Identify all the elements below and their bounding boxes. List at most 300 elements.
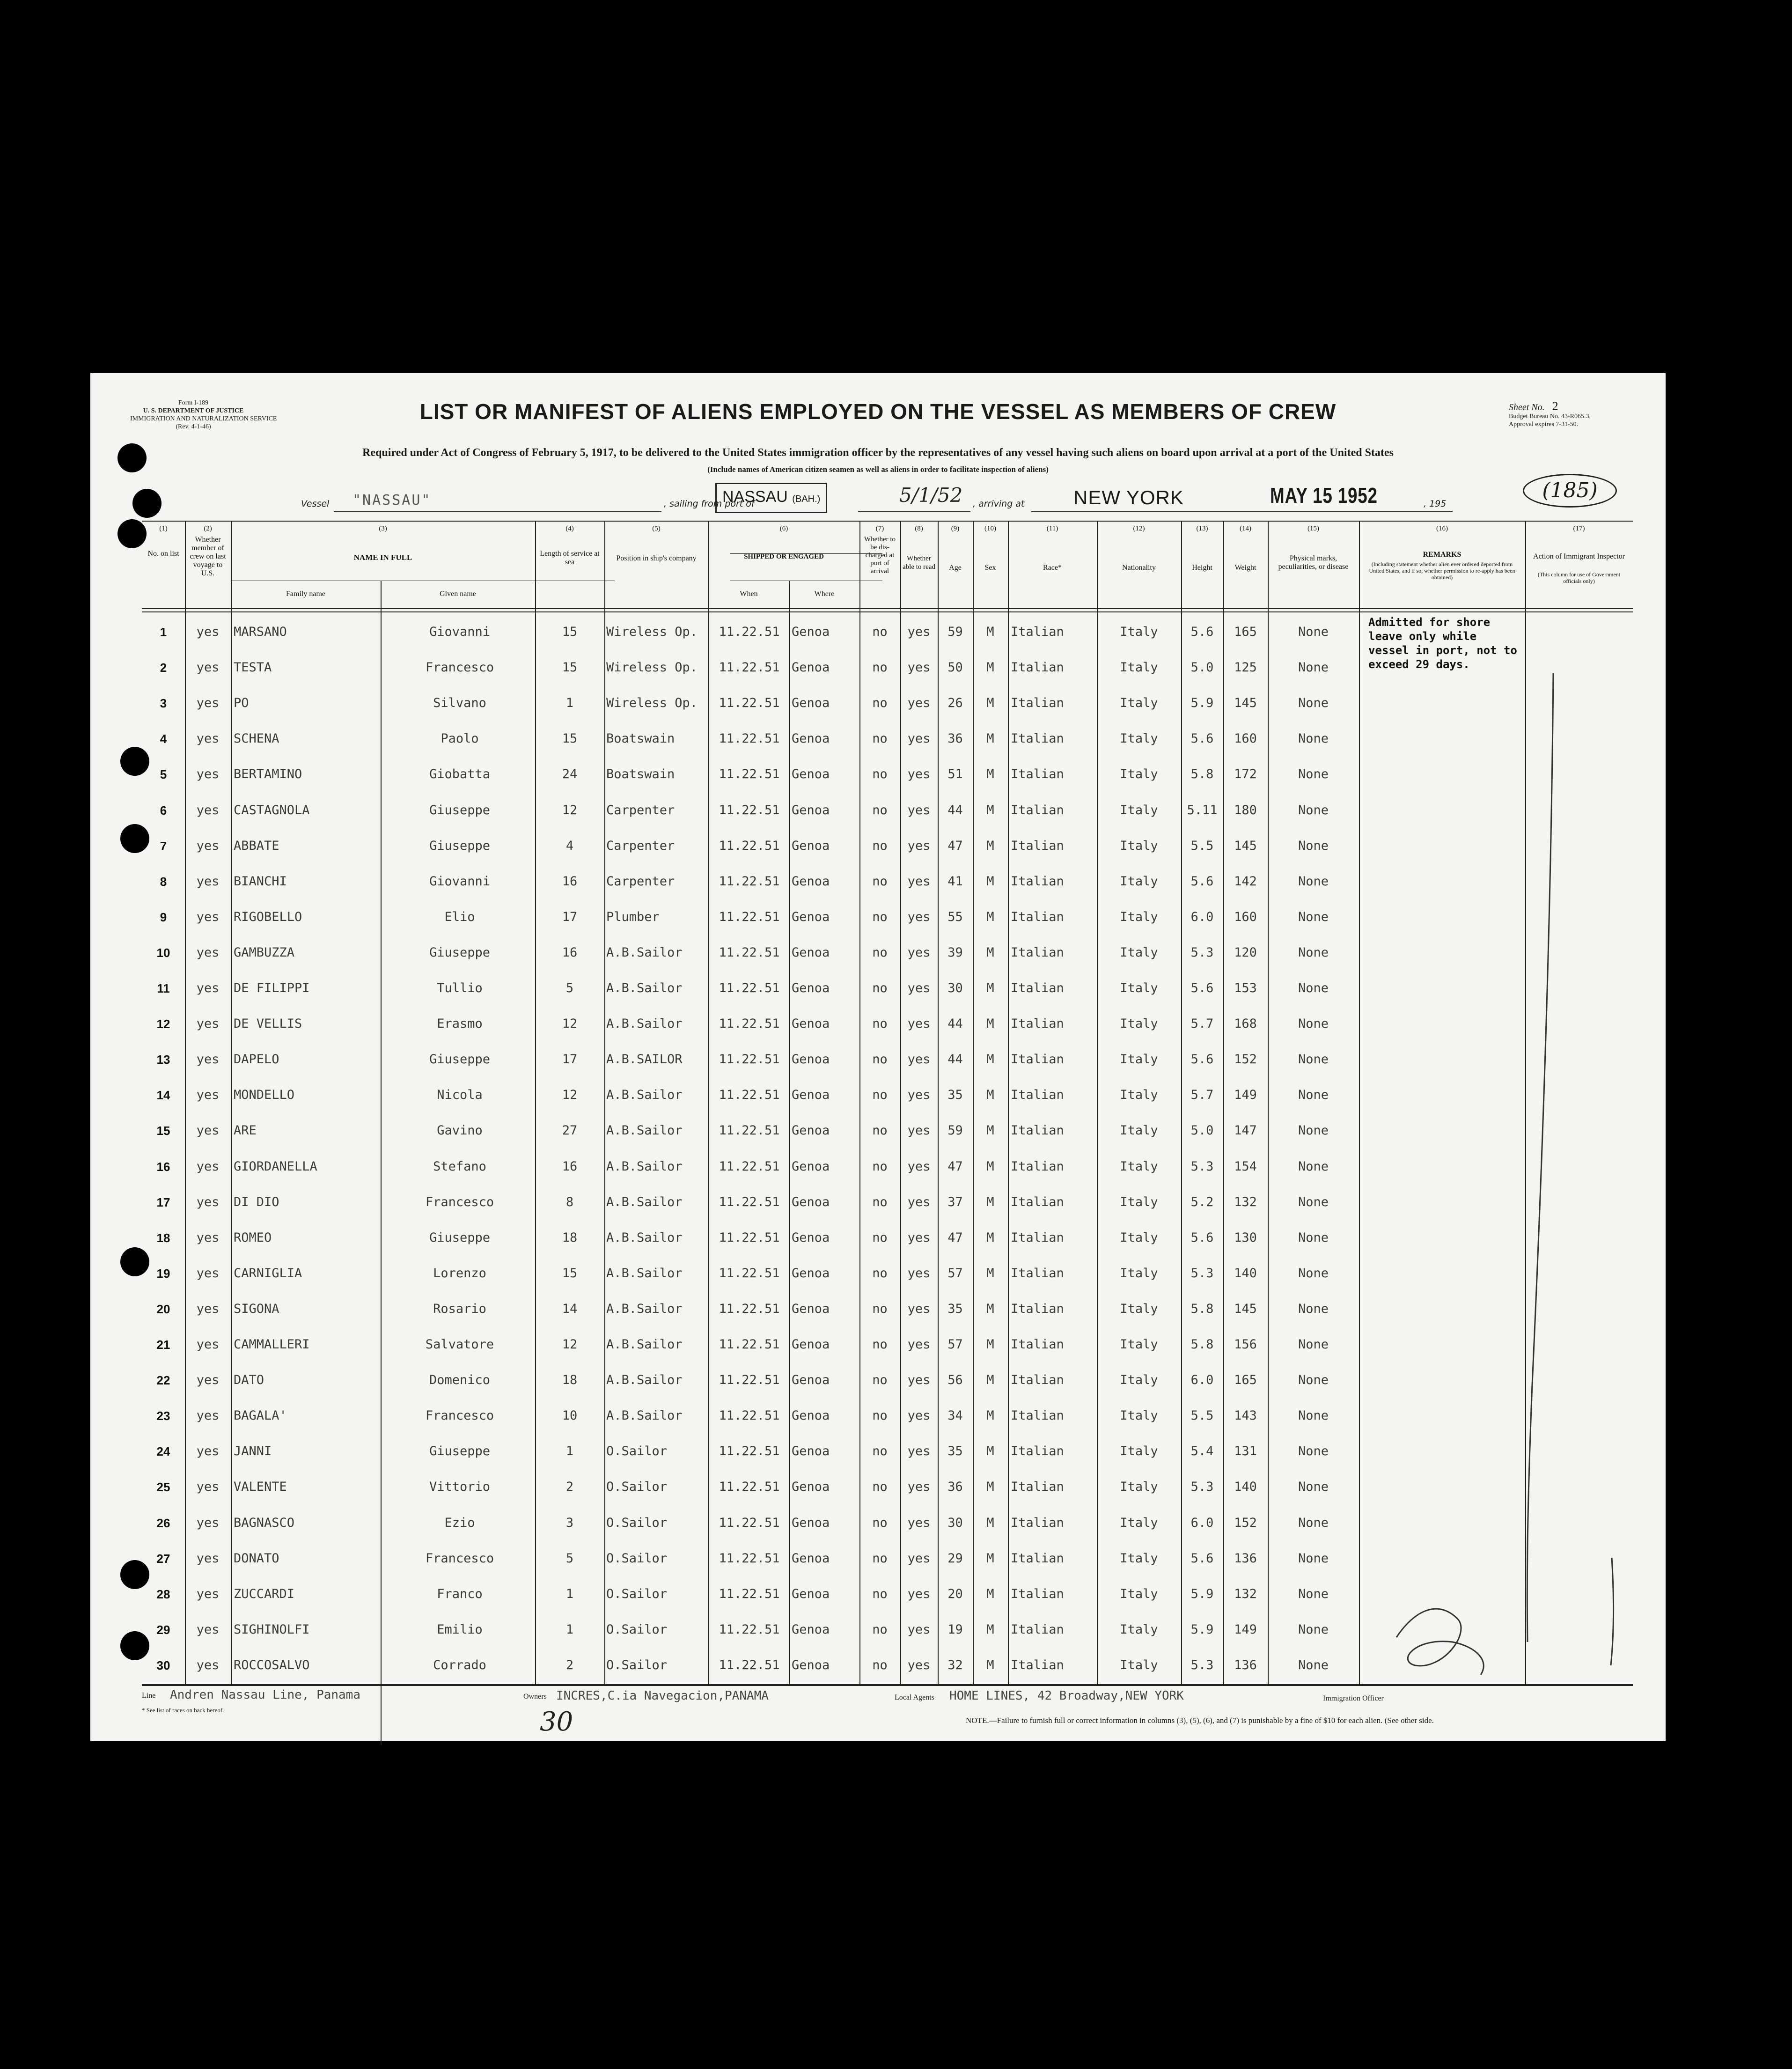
cell-family: DE FILIPPI <box>234 981 310 995</box>
cell-family: DONATO <box>234 1551 279 1566</box>
port-from-stamp: NASSAU (BAH.) <box>715 483 827 513</box>
cell-position: Wireless Op. <box>606 660 698 675</box>
table-row <box>142 1220 1633 1256</box>
cell-length: 5 <box>566 1551 574 1566</box>
cell-race: Italian <box>1011 1551 1064 1566</box>
cell-member: yes <box>196 1657 220 1672</box>
cell-read: yes <box>907 1515 931 1530</box>
cell-sex: M <box>986 767 994 782</box>
cell-race: Italian <box>1011 1088 1064 1103</box>
col-num: (1) <box>159 525 168 532</box>
cell-weight: 136 <box>1234 1551 1257 1566</box>
cell-height: 5.5 <box>1190 1408 1214 1423</box>
handwritten-date: 5/1/52 <box>899 484 963 507</box>
cell-sex: M <box>986 1551 994 1566</box>
cell-discharged: no <box>872 945 888 960</box>
header-sex: Sex <box>984 564 996 572</box>
cell-when: 11.22.51 <box>719 660 780 675</box>
cell-age: 47 <box>947 838 963 853</box>
header-when: When <box>740 590 758 598</box>
cell-discharged: no <box>872 874 888 889</box>
cell-height: 5.0 <box>1190 1123 1214 1138</box>
cell-no: 24 <box>156 1444 170 1459</box>
cell-nationality: Italy <box>1120 1159 1158 1174</box>
cell-when: 11.22.51 <box>719 1266 780 1281</box>
cell-position: A.B.Sailor <box>606 981 683 995</box>
cell-length: 8 <box>566 1194 574 1209</box>
table-row <box>142 1113 1633 1149</box>
cell-length: 24 <box>562 767 578 782</box>
cell-family: DAPELO <box>234 1052 279 1067</box>
manifest-sheet <box>90 373 1666 1741</box>
col-num: (12) <box>1133 525 1145 532</box>
cell-race: Italian <box>1011 945 1064 960</box>
cell-race: Italian <box>1011 1373 1064 1388</box>
table-row <box>142 1149 1633 1185</box>
cell-family: ROMEO <box>234 1230 272 1245</box>
voyage-line <box>90 481 1666 523</box>
cell-member: yes <box>196 1480 220 1495</box>
cell-weight: 168 <box>1234 1016 1257 1031</box>
cell-sex: M <box>986 945 994 960</box>
cell-discharged: no <box>872 838 888 853</box>
cell-race: Italian <box>1011 1016 1064 1031</box>
cell-weight: 147 <box>1234 1123 1257 1138</box>
vessel-label: Vessel <box>301 499 330 509</box>
cell-discharged: no <box>872 1551 888 1566</box>
cell-sex: M <box>986 1123 994 1138</box>
cell-length: 3 <box>566 1515 574 1530</box>
cell-position: Boatswain <box>606 731 675 746</box>
subnote: (Include names of American citizen seamen as well as aliens in order to facilitate inspection of aliens) <box>707 465 1049 474</box>
col-num: (17) <box>1573 525 1585 532</box>
cell-sex: M <box>986 1052 994 1067</box>
cell-physical: None <box>1298 909 1329 924</box>
cell-given: Paolo <box>441 731 479 746</box>
races-note: * See list of races on back hereof. <box>142 1707 224 1714</box>
cell-discharged: no <box>872 1408 888 1423</box>
table-row <box>142 650 1633 685</box>
cell-read: yes <box>907 1088 931 1103</box>
cell-physical: None <box>1298 981 1329 995</box>
table-row <box>142 1434 1633 1469</box>
cell-physical: None <box>1298 1444 1329 1459</box>
cell-position: O.Sailor <box>606 1586 668 1601</box>
cell-height: 5.7 <box>1190 1016 1214 1031</box>
table-row <box>142 721 1633 757</box>
header-able-to-read: Whether able to read <box>903 555 935 571</box>
cell-given: Lorenzo <box>433 1266 486 1281</box>
cell-physical: None <box>1298 1052 1329 1067</box>
cell-where: Genoa <box>792 1657 830 1672</box>
cell-where: Genoa <box>792 1622 830 1637</box>
cell-weight: 160 <box>1234 731 1257 746</box>
cell-member: yes <box>196 1194 220 1209</box>
cell-height: 5.6 <box>1190 731 1214 746</box>
cell-discharged: no <box>872 1480 888 1495</box>
cell-member: yes <box>196 1301 220 1316</box>
cell-family: MARSANO <box>234 625 287 639</box>
cell-nationality: Italy <box>1120 1230 1158 1245</box>
cell-weight: 120 <box>1234 945 1257 960</box>
cell-when: 11.22.51 <box>719 1622 780 1637</box>
cell-family: TESTA <box>234 660 272 675</box>
immigration-officer-label: Immigration Officer <box>1323 1694 1384 1702</box>
cell-age: 20 <box>947 1586 963 1601</box>
cell-length: 1 <box>566 696 574 711</box>
cell-when: 11.22.51 <box>719 625 780 639</box>
cell-length: 1 <box>566 1586 574 1601</box>
cell-given: Gavino <box>437 1123 483 1138</box>
cell-sex: M <box>986 1622 994 1637</box>
cell-height: 5.3 <box>1190 1657 1214 1672</box>
cell-discharged: no <box>872 1159 888 1174</box>
cell-nationality: Italy <box>1120 981 1158 995</box>
cell-weight: 140 <box>1234 1480 1257 1495</box>
cell-age: 29 <box>947 1551 963 1566</box>
cell-no: 18 <box>156 1230 170 1245</box>
cell-nationality: Italy <box>1120 909 1158 924</box>
cell-length: 16 <box>562 874 578 889</box>
cell-length: 15 <box>562 625 578 639</box>
cell-given: Emilio <box>437 1622 483 1637</box>
form-identifier: Form I-189 U. S. DEPARTMENT OF JUSTICE IMMIGRATION AND NATURALIZATION SERVICE (Rev. 4-1-46) <box>130 399 277 430</box>
cell-sex: M <box>986 660 994 675</box>
sheet-number: 2 <box>1552 399 1558 413</box>
cell-nationality: Italy <box>1120 1266 1158 1281</box>
cell-race: Italian <box>1011 874 1064 889</box>
cell-no: 8 <box>160 874 167 889</box>
cell-race: Italian <box>1011 1301 1064 1316</box>
cell-height: 5.9 <box>1190 1622 1214 1637</box>
cell-where: Genoa <box>792 945 830 960</box>
cell-family: SCHENA <box>234 731 279 746</box>
cell-physical: None <box>1298 1373 1329 1388</box>
cell-when: 11.22.51 <box>719 767 780 782</box>
cell-height: 5.0 <box>1190 660 1214 675</box>
cell-member: yes <box>196 1337 220 1352</box>
cell-discharged: no <box>872 1052 888 1067</box>
cell-member: yes <box>196 803 220 817</box>
cell-age: 47 <box>947 1230 963 1245</box>
cell-position: Boatswain <box>606 767 675 782</box>
cell-read: yes <box>907 767 931 782</box>
cell-family: DATO <box>234 1373 264 1388</box>
cell-weight: 165 <box>1234 1373 1257 1388</box>
cell-age: 41 <box>947 874 963 889</box>
col-num: (8) <box>915 525 923 532</box>
cell-discharged: no <box>872 1622 888 1637</box>
col-num: (9) <box>951 525 960 532</box>
cell-nationality: Italy <box>1120 1301 1158 1316</box>
cell-position: Carpenter <box>606 838 675 853</box>
cell-position: A.B.Sailor <box>606 1088 683 1103</box>
table-row <box>142 1327 1633 1362</box>
cell-member: yes <box>196 1408 220 1423</box>
cell-length: 4 <box>566 838 574 853</box>
cell-given: Giovanni <box>429 874 491 889</box>
cell-length: 17 <box>562 1052 578 1067</box>
header-discharged: Whether to be dis-charged at port of arrival <box>864 536 896 575</box>
table-row <box>142 1648 1633 1683</box>
cell-no: 9 <box>160 910 167 924</box>
cell-physical: None <box>1298 1123 1329 1138</box>
cell-where: Genoa <box>792 1515 830 1530</box>
cell-position: Carpenter <box>606 803 675 817</box>
cell-when: 11.22.51 <box>719 1373 780 1388</box>
sailing-label: , sailing from port of <box>664 499 755 509</box>
cell-nationality: Italy <box>1120 1373 1158 1388</box>
cell-nationality: Italy <box>1120 803 1158 817</box>
cell-no: 23 <box>156 1409 170 1423</box>
cell-sex: M <box>986 874 994 889</box>
header-weight: Weight <box>1234 564 1256 572</box>
cell-read: yes <box>907 1194 931 1209</box>
page-title: LIST OR MANIFEST OF ALIENS EMPLOYED ON THE VESSEL AS MEMBERS OF CREW <box>419 399 1337 424</box>
handwritten-total: 30 <box>540 1707 573 1737</box>
table-row <box>142 757 1633 792</box>
cell-height: 5.6 <box>1190 981 1214 995</box>
cell-weight: 172 <box>1234 767 1257 782</box>
cell-age: 30 <box>947 981 963 995</box>
cell-member: yes <box>196 945 220 960</box>
cell-sex: M <box>986 1088 994 1103</box>
cell-height: 5.6 <box>1190 625 1214 639</box>
cell-member: yes <box>196 1266 220 1281</box>
cell-read: yes <box>907 1586 931 1601</box>
cell-weight: 165 <box>1234 625 1257 639</box>
cell-where: Genoa <box>792 1088 830 1103</box>
header-nationality: Nationality <box>1122 564 1156 572</box>
cell-age: 51 <box>947 767 963 782</box>
cell-given: Franco <box>437 1586 483 1601</box>
cell-age: 35 <box>947 1301 963 1316</box>
cell-length: 12 <box>562 1337 578 1352</box>
cell-length: 15 <box>562 731 578 746</box>
cell-no: 16 <box>156 1159 170 1174</box>
cell-family: DE VELLIS <box>234 1016 302 1031</box>
remarks-text: Admitted for shore leave only while vessel in port, not to exceed 29 days. <box>1368 616 1517 671</box>
cell-no: 17 <box>156 1195 170 1209</box>
cell-discharged: no <box>872 660 888 675</box>
cell-race: Italian <box>1011 625 1064 639</box>
table-row <box>142 899 1633 935</box>
cell-race: Italian <box>1011 803 1064 817</box>
cell-where: Genoa <box>792 803 830 817</box>
cell-family: ABBATE <box>234 838 279 853</box>
cell-member: yes <box>196 767 220 782</box>
cell-when: 11.22.51 <box>719 1123 780 1138</box>
cell-sex: M <box>986 731 994 746</box>
cell-weight: 132 <box>1234 1194 1257 1209</box>
cell-weight: 143 <box>1234 1408 1257 1423</box>
cell-where: Genoa <box>792 1052 830 1067</box>
cell-when: 11.22.51 <box>719 1230 780 1245</box>
cell-height: 5.8 <box>1190 767 1214 782</box>
cell-no: 19 <box>156 1266 170 1281</box>
cell-no: 1 <box>160 625 167 639</box>
cell-physical: None <box>1298 1088 1329 1103</box>
cell-sex: M <box>986 909 994 924</box>
table-row <box>142 828 1633 864</box>
cell-age: 57 <box>947 1337 963 1352</box>
cell-age: 32 <box>947 1657 963 1672</box>
cell-height: 5.8 <box>1190 1337 1214 1352</box>
cell-sex: M <box>986 1266 994 1281</box>
cell-family: ARE <box>234 1123 257 1138</box>
cell-nationality: Italy <box>1120 731 1158 746</box>
cell-nationality: Italy <box>1120 1480 1158 1495</box>
cell-sex: M <box>986 1194 994 1209</box>
cell-when: 11.22.51 <box>719 1444 780 1459</box>
cell-no: 20 <box>156 1302 170 1316</box>
cell-read: yes <box>907 1622 931 1637</box>
cell-physical: None <box>1298 1337 1329 1352</box>
cell-where: Genoa <box>792 660 830 675</box>
cell-where: Genoa <box>792 1373 830 1388</box>
cell-length: 16 <box>562 945 578 960</box>
cell-no: 3 <box>160 696 167 711</box>
cell-physical: None <box>1298 1657 1329 1672</box>
cell-length: 1 <box>566 1444 574 1459</box>
cell-discharged: no <box>872 1301 888 1316</box>
cell-discharged: no <box>872 1444 888 1459</box>
cell-race: Italian <box>1011 660 1064 675</box>
cell-position: O.Sailor <box>606 1622 668 1637</box>
cell-sex: M <box>986 803 994 817</box>
cell-where: Genoa <box>792 981 830 995</box>
cell-sex: M <box>986 1016 994 1031</box>
cell-nationality: Italy <box>1120 1194 1158 1209</box>
col-num: (4) <box>566 525 574 532</box>
cell-member: yes <box>196 1123 220 1138</box>
cell-weight: 152 <box>1234 1515 1257 1530</box>
cell-family: ZUCCARDI <box>234 1586 295 1601</box>
cell-given: Tullio <box>437 981 483 995</box>
cell-race: Italian <box>1011 838 1064 853</box>
cell-read: yes <box>907 803 931 817</box>
cell-age: 36 <box>947 731 963 746</box>
cell-read: yes <box>907 1123 931 1138</box>
cell-weight: 140 <box>1234 1266 1257 1281</box>
cell-age: 47 <box>947 1159 963 1174</box>
header-whether-member: Whether member of crew on last voyage to U.S. <box>190 536 226 577</box>
cell-where: Genoa <box>792 1551 830 1566</box>
col-num: (2) <box>204 525 212 532</box>
cell-discharged: no <box>872 1373 888 1388</box>
cell-when: 11.22.51 <box>719 803 780 817</box>
cell-age: 59 <box>947 1123 963 1138</box>
cell-position: A.B.Sailor <box>606 1159 683 1174</box>
header-length-service: Length of service at sea <box>540 550 600 566</box>
cell-age: 30 <box>947 1515 963 1530</box>
cell-length: 17 <box>562 909 578 924</box>
cell-height: 5.4 <box>1190 1444 1214 1459</box>
cell-physical: None <box>1298 696 1329 711</box>
cell-read: yes <box>907 1657 931 1672</box>
cell-race: Italian <box>1011 767 1064 782</box>
cell-height: 5.5 <box>1190 838 1214 853</box>
agents-value: HOME LINES, 42 Broadway,NEW YORK <box>949 1689 1184 1703</box>
cell-family: DI DIO <box>234 1194 279 1209</box>
cell-where: Genoa <box>792 731 830 746</box>
cell-given: Giuseppe <box>429 838 491 853</box>
cell-family: GAMBUZZA <box>234 945 295 960</box>
cell-discharged: no <box>872 731 888 746</box>
cell-when: 11.22.51 <box>719 1337 780 1352</box>
cell-weight: 156 <box>1234 1337 1257 1352</box>
cell-family: SIGHINOLFI <box>234 1622 310 1637</box>
cell-family: BIANCHI <box>234 874 287 889</box>
cell-race: Italian <box>1011 1622 1064 1637</box>
cell-age: 19 <box>947 1622 963 1637</box>
cell-race: Italian <box>1011 981 1064 995</box>
cell-sex: M <box>986 1515 994 1530</box>
circled-number: (185) <box>1523 474 1617 508</box>
cell-sex: M <box>986 838 994 853</box>
cell-height: 5.9 <box>1190 1586 1214 1601</box>
header-race: Race* <box>1043 564 1062 572</box>
cell-family: SIGONA <box>234 1301 279 1316</box>
cell-when: 11.22.51 <box>719 1016 780 1031</box>
cell-physical: None <box>1298 1622 1329 1637</box>
cell-nationality: Italy <box>1120 1337 1158 1352</box>
cell-height: 5.6 <box>1190 874 1214 889</box>
cell-family: JANNI <box>234 1444 272 1459</box>
cell-weight: 149 <box>1234 1088 1257 1103</box>
cell-no: 5 <box>160 767 167 782</box>
cell-read: yes <box>907 1052 931 1067</box>
subtitle: Required under Act of Congress of February 5, 1917, to be delivered to the United States immigration officer by the representatives of any vessel having such aliens on board upon arrival at a port of the United States <box>362 447 1394 459</box>
cell-no: 14 <box>156 1088 170 1103</box>
cell-no: 10 <box>156 945 170 960</box>
cell-given: Francesco <box>425 1408 494 1423</box>
cell-when: 11.22.51 <box>719 1515 780 1530</box>
cell-position: A.B.Sailor <box>606 1194 683 1209</box>
cell-read: yes <box>907 838 931 853</box>
cell-when: 11.22.51 <box>719 1408 780 1423</box>
cell-member: yes <box>196 1586 220 1601</box>
cell-discharged: no <box>872 1088 888 1103</box>
cell-sex: M <box>986 981 994 995</box>
cell-height: 5.8 <box>1190 1301 1214 1316</box>
cell-given: Giobatta <box>429 767 491 782</box>
table-row <box>142 1398 1633 1434</box>
cell-age: 56 <box>947 1373 963 1388</box>
header-height: Height <box>1192 564 1212 572</box>
header-name-in-full: NAME IN FULL <box>353 553 412 562</box>
cell-physical: None <box>1298 731 1329 746</box>
cell-length: 18 <box>562 1230 578 1245</box>
cell-discharged: no <box>872 1123 888 1138</box>
cell-when: 11.22.51 <box>719 731 780 746</box>
cell-discharged: no <box>872 1230 888 1245</box>
cell-physical: None <box>1298 625 1329 639</box>
table-row <box>142 1256 1633 1291</box>
cell-weight: 136 <box>1234 1657 1257 1672</box>
cell-no: 28 <box>156 1587 170 1601</box>
cell-given: Giuseppe <box>429 803 491 817</box>
cell-race: Italian <box>1011 1123 1064 1138</box>
cell-family: BAGNASCO <box>234 1515 295 1530</box>
table-row <box>142 1612 1633 1648</box>
cell-given: Stefano <box>433 1159 486 1174</box>
line-value: Andren Nassau Line, Panama <box>170 1688 360 1702</box>
agents-label: Local Agents <box>895 1693 934 1701</box>
cell-where: Genoa <box>792 767 830 782</box>
cell-where: Genoa <box>792 1123 830 1138</box>
cell-length: 1 <box>566 1622 574 1637</box>
